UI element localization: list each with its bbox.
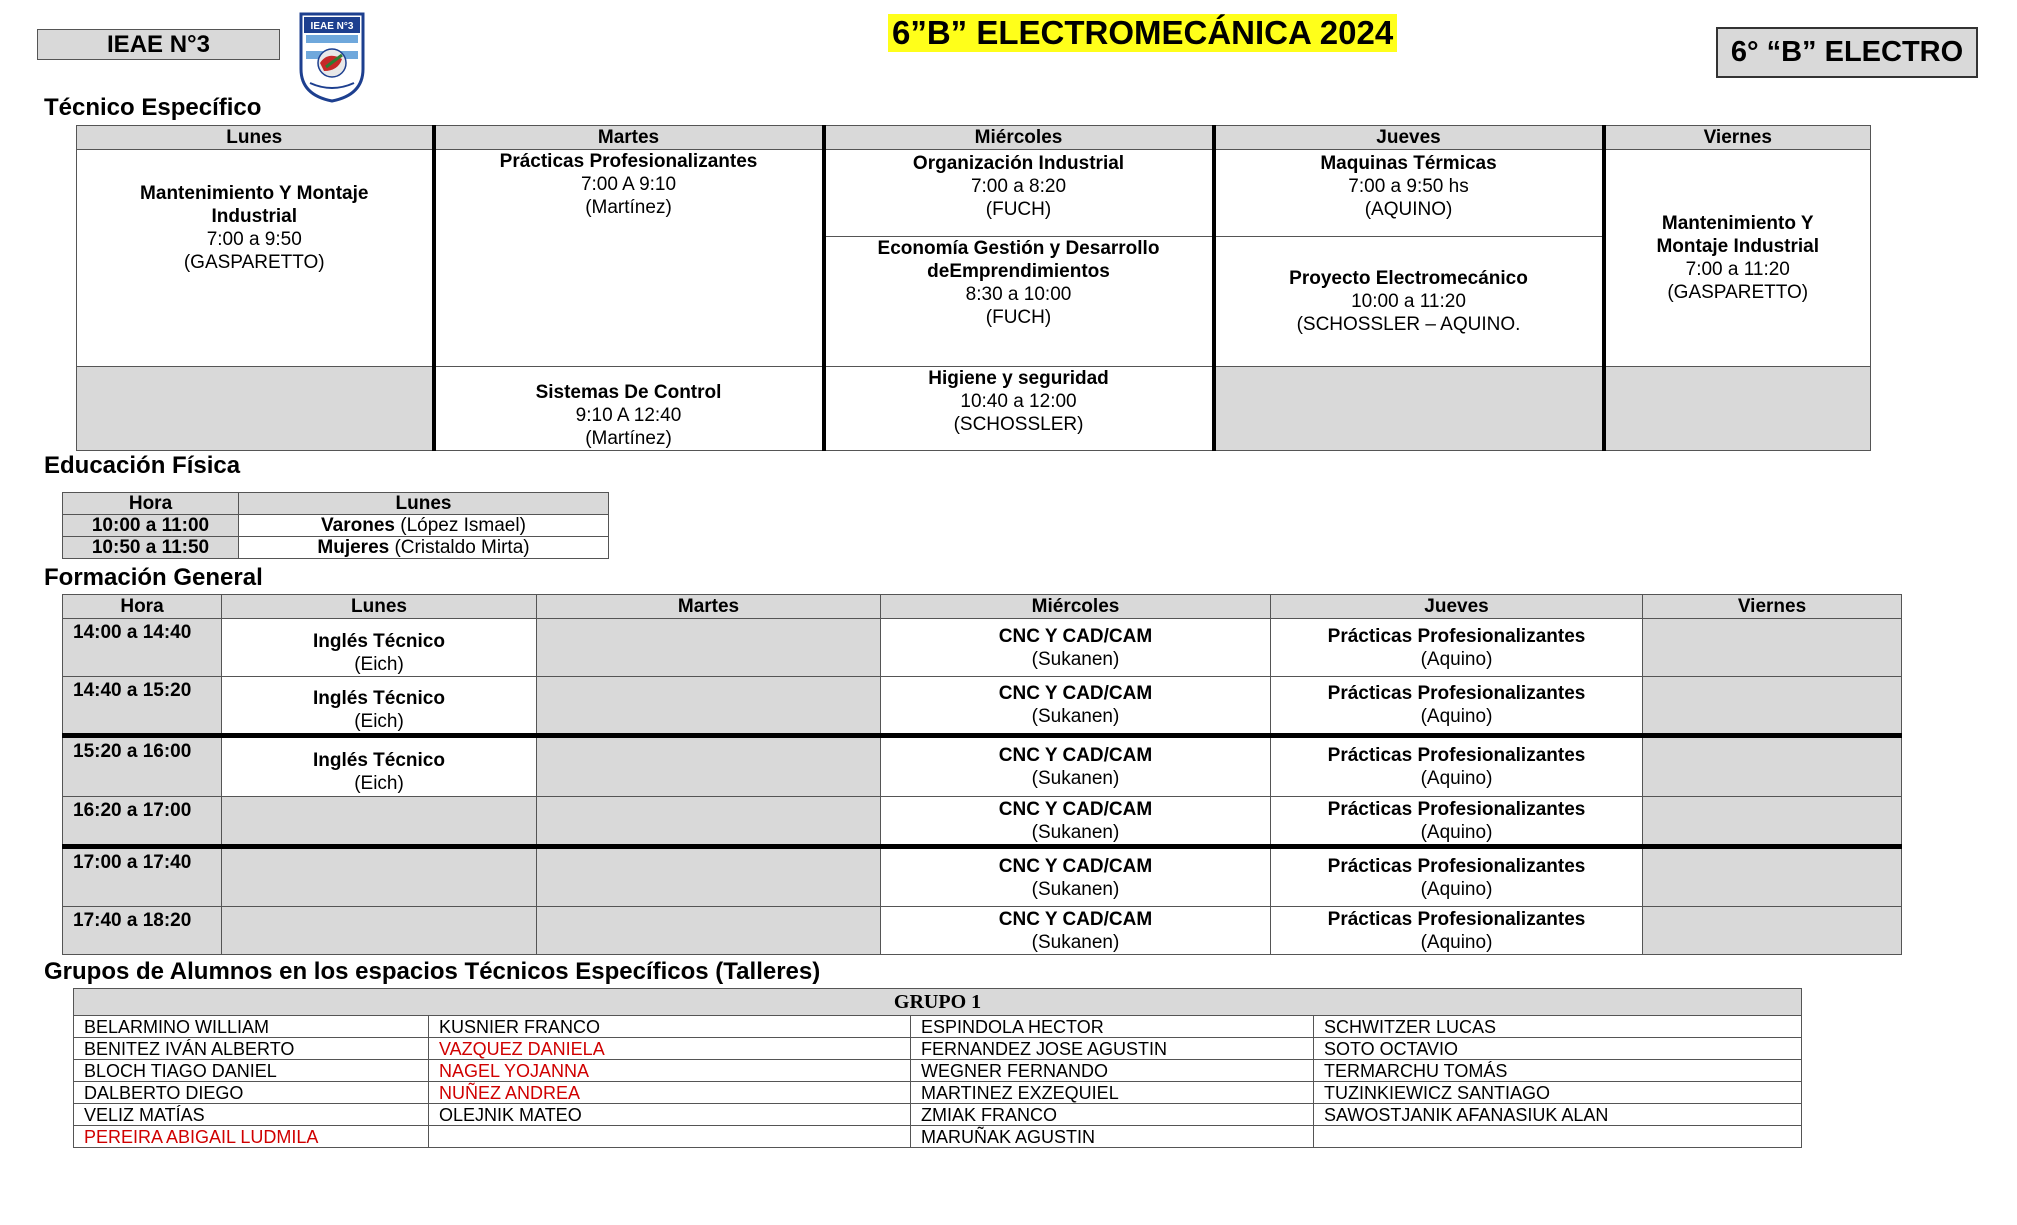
table-row [63,619,1902,677]
col-header: Hora [63,493,239,515]
class-cell: Mujeres (Cristaldo Mirta) [239,537,609,559]
table-row [63,736,1902,797]
table-row [63,907,1902,955]
empty-cell [537,847,881,907]
hour-cell: 15:20 a 16:00 [63,736,222,797]
class-cell: CNC Y CAD/CAM (Sukanen) [881,907,1271,955]
class-cell: Proyecto Electromecánico 10:00 a 11:20 (SCHOSSLER – AQUINO. [1214,237,1604,367]
day-header: Jueves [1214,126,1604,150]
empty-cell [537,736,881,797]
table-row [63,797,1902,847]
empty-cell [1643,797,1902,847]
table-row [63,677,1902,736]
student-name: MARUÑAK AGUSTIN [911,1126,1314,1148]
class-cell: CNC Y CAD/CAM (Sukanen) [881,677,1271,736]
class-cell: Prácticas Profesionalizantes 7:00 A 9:10 (Martínez) [434,150,824,367]
empty-cell [537,677,881,736]
hour-cell: 17:40 a 18:20 [63,907,222,955]
class-cell: Economía Gestión y Desarrollo deEmprendimientos 8:30 a 10:00 (FUCH) [824,237,1214,367]
student-name-highlighted: PEREIRA ABIGAIL LUDMILA [74,1126,429,1148]
col-header: Hora [63,595,222,619]
school-crest-logo [298,11,366,103]
ed-fisica-table [62,492,609,559]
class-cell: Sistemas De Control 9:10 A 12:40 (Martínez) [434,367,824,451]
empty-cell [537,619,881,677]
table-row [74,1126,1802,1148]
class-cell: CNC Y CAD/CAM (Sukanen) [881,619,1271,677]
student-name: VELIZ MATÍAS [74,1104,429,1126]
table-row [63,847,1902,907]
class-cell: CNC Y CAD/CAM (Sukanen) [881,847,1271,907]
student-name: OLEJNIK MATEO [429,1104,911,1126]
col-header: Martes [537,595,881,619]
class-cell: Prácticas Profesionalizantes (Aquino) [1271,907,1643,955]
student-name: MARTINEZ EXZEQUIEL [911,1082,1314,1104]
student-name [1314,1126,1802,1148]
hour-cell: 10:50 a 11:50 [63,537,239,559]
table-row [74,1038,1802,1060]
tecnico-schedule-table [76,125,1871,451]
class-cell: Inglés Técnico (Eich) [222,619,537,677]
hour-cell: 14:40 a 15:20 [63,677,222,736]
student-name: BELARMINO WILLIAM [74,1016,429,1038]
student-name-highlighted: VAZQUEZ DANIELA [429,1038,911,1060]
student-name: SAWOSTJANIK AFANASIUK ALAN [1314,1104,1802,1126]
student-name [429,1126,911,1148]
student-name: KUSNIER FRANCO [429,1016,911,1038]
table-row [74,1060,1802,1082]
class-cell: Inglés Técnico (Eich) [222,736,537,797]
empty-cell [222,797,537,847]
class-cell: Varones (López Ismael) [239,515,609,537]
section-heading-formacion: Formación General [44,564,263,591]
col-header: Viernes [1643,595,1902,619]
group-title: GRUPO 1 [74,989,1802,1016]
student-name: BLOCH TIAGO DANIEL [74,1060,429,1082]
student-name-highlighted: NAGEL YOJANNA [429,1060,911,1082]
empty-cell [77,367,434,451]
col-header: Lunes [222,595,537,619]
student-name: TUZINKIEWICZ SANTIAGO [1314,1082,1802,1104]
class-cell: Mantenimiento Y Montaje Industrial 7:00 a 9:50 (GASPARETTO) [77,150,434,367]
student-name: DALBERTO DIEGO [74,1082,429,1104]
table-row [74,1104,1802,1126]
day-header: Martes [434,126,824,150]
section-heading-ed-fisica: Educación Física [44,452,241,479]
empty-cell [1643,736,1902,797]
student-name: ZMIAK FRANCO [911,1104,1314,1126]
student-name: FERNANDEZ JOSE AGUSTIN [911,1038,1314,1060]
empty-cell [1214,367,1604,451]
hour-cell: 14:00 a 14:40 [63,619,222,677]
class-cell: Inglés Técnico (Eich) [222,677,537,736]
empty-cell [537,797,881,847]
empty-cell [537,907,881,955]
table-row [74,1082,1802,1104]
class-cell: Prácticas Profesionalizantes (Aquino) [1271,847,1643,907]
formacion-general-table [62,594,1902,955]
col-header: Lunes [239,493,609,515]
day-header: Viernes [1604,126,1871,150]
hour-cell: 16:20 a 17:00 [63,797,222,847]
student-name: WEGNER FERNANDO [911,1060,1314,1082]
class-cell: CNC Y CAD/CAM (Sukanen) [881,797,1271,847]
hour-cell: 17:00 a 17:40 [63,847,222,907]
class-cell: Prácticas Profesionalizantes (Aquino) [1271,797,1643,847]
empty-cell [1643,677,1902,736]
student-name: BENITEZ IVÁN ALBERTO [74,1038,429,1060]
student-name: TERMARCHU TOMÁS [1314,1060,1802,1082]
empty-cell [1604,367,1871,451]
class-cell: Prácticas Profesionalizantes (Aquino) [1271,677,1643,736]
grupo-table [73,988,1802,1148]
empty-cell [222,847,537,907]
page-title: 6”B” ELECTROMECÁNICA 2024 [888,14,1397,52]
class-cell: Organización Industrial 7:00 a 8:20 (FUCH) [824,150,1214,237]
section-heading-grupos: Grupos de Alumnos en los espacios Técnicos Específicos (Talleres) [44,958,821,985]
empty-cell [222,907,537,955]
hour-cell: 10:00 a 11:00 [63,515,239,537]
col-header: Miércoles [881,595,1271,619]
class-cell: Higiene y seguridad 10:40 a 12:00 (SCHOSSLER) [824,367,1214,451]
student-name-highlighted: NUÑEZ ANDREA [429,1082,911,1104]
course-badge: 6° “B” ELECTRO [1716,27,1978,78]
student-name: SCHWITZER LUCAS [1314,1016,1802,1038]
school-label: IEAE N°3 [37,29,280,60]
day-header: Miércoles [824,126,1214,150]
day-header: Lunes [77,126,434,150]
table-row [74,1016,1802,1038]
class-cell: CNC Y CAD/CAM (Sukanen) [881,736,1271,797]
empty-cell [1643,907,1902,955]
svg-text:IEAE N°3: IEAE N°3 [310,21,354,32]
col-header: Jueves [1271,595,1643,619]
student-name: ESPINDOLA HECTOR [911,1016,1314,1038]
class-cell: Prácticas Profesionalizantes (Aquino) [1271,619,1643,677]
class-cell: Prácticas Profesionalizantes (Aquino) [1271,736,1643,797]
empty-cell [1643,847,1902,907]
student-name: SOTO OCTAVIO [1314,1038,1802,1060]
empty-cell [1643,619,1902,677]
section-heading-tecnico: Técnico Específico [44,94,262,121]
class-cell: Mantenimiento Y Montaje Industrial 7:00 a 11:20 (GASPARETTO) [1604,150,1871,367]
class-cell: Maquinas Térmicas 7:00 a 9:50 hs (AQUINO) [1214,150,1604,237]
